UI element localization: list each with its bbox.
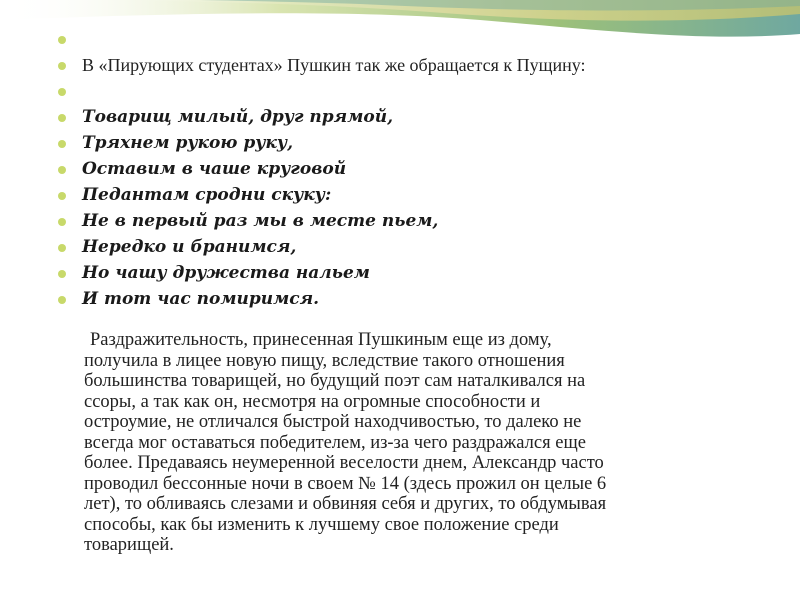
empty-bullet [56,26,586,52]
paragraph-line: большинства товарищей, но будущий поэт сам наталкивался на [84,371,586,391]
verse-line: И тот час помиримся. [56,286,586,312]
verse-line: Оставим в чаше круговой [56,156,586,182]
paragraph-line: ссоры, а так как он, несмотря на огромные способности и [84,391,541,412]
verse-line: Нередко и бранимся, [56,234,586,260]
paragraph-line: получила в лицее новую пищу, вследствие такого отношения [84,350,565,371]
verse-line: Тряхнем рукою руку, [56,130,586,156]
verse-line: Педантам сродни скуку: [56,182,586,208]
verse-line: Не в первый раз мы в месте пьем, [56,208,586,234]
empty-bullet [56,78,586,104]
paragraph-line: товарищей. [84,535,174,555]
paragraph-line: Раздражительность, принесенная Пушкиным еще из дому, [90,330,552,350]
body-paragraph [84,330,764,556]
paragraph-line: всегда мог оставаться победителем, из-за чего раздражался еще [84,432,586,453]
verse-line: Товарищ милый, друг прямой, [56,104,586,130]
paragraph-line: способы, как бы изменить к лучшему свое положение среди [84,514,559,535]
verse-line: Но чашу дружества нальем [56,260,586,286]
paragraph-line: лет), то обливаясь слезами и обвиняя себя и других, то обдумывая [84,494,607,514]
bullet-list [56,26,586,312]
paragraph-line: проводил бессонные ночи в своем № 14 (здесь прожил он целые 6 [84,473,607,494]
paragraph-line: более. Предаваясь неумеренной веселости днем, Александр часто [84,453,604,473]
intro-line: В «Пирующих студентах» Пушкин так же обращается к Пущину: [56,52,586,78]
paragraph-line: остроумие, не отличался быстрой находчивостью, то далеко не [84,412,582,432]
